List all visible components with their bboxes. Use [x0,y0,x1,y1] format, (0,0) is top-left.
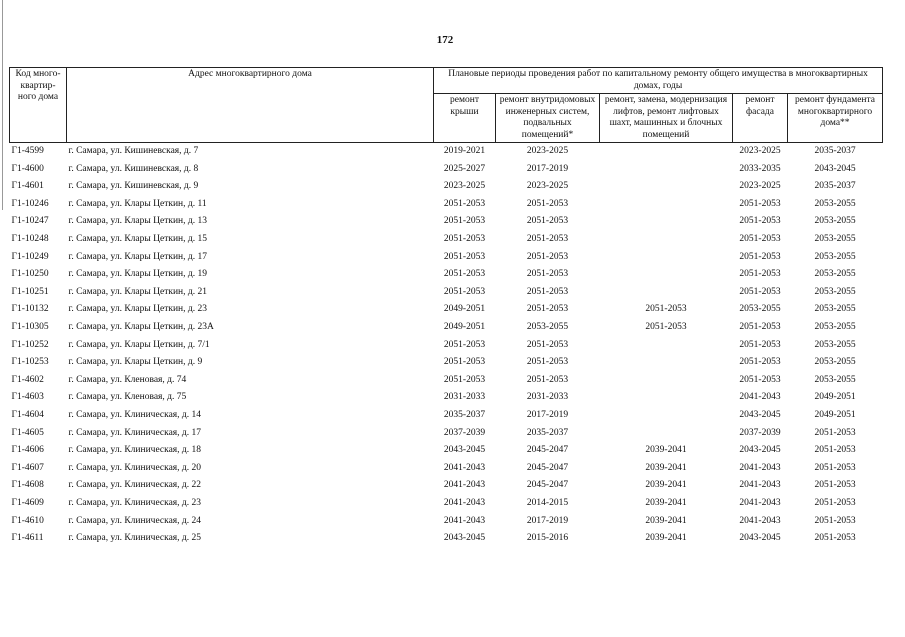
cell-roof-period: 2019-2021 [443,146,486,157]
cell-foundation-period: 2053-2055 [814,321,856,332]
cell-roof-period: 2051-2053 [443,216,486,227]
cell-facade-period: 2043-2045 [739,445,781,456]
cell-foundation-period: 2053-2055 [814,234,856,245]
cell-lifts-period [600,196,733,214]
header-foundation-repair: ремонт фундамента многоквартирного дома** [788,94,883,143]
header-engineering-systems-repair: ремонт внутридомовых инженерных систем, подвальных помещений* [496,94,600,143]
cell-address: г. Самара, ул. Клары Цеткин, д. 23 [68,304,207,315]
table-row [10,301,883,319]
header-roof-repair: ремонт крыши [434,94,496,143]
cell-foundation-period: 2053-2055 [814,339,856,350]
cell-address: г. Самара, ул. Клиническая, д. 25 [68,533,201,544]
scan-edge-line [2,0,3,210]
cell-facade-period: 2023-2025 [739,181,781,192]
cell-roof-period: 2051-2053 [443,234,486,245]
cell-facade-period: 2041-2043 [739,462,781,473]
table-row [10,442,883,460]
cell-roof-period: 2043-2045 [443,533,486,544]
cell-systems-period: 2017-2019 [526,409,569,420]
cell-facade-period: 2043-2045 [739,533,781,544]
cell-address: г. Самара, ул. Клары Цеткин, д. 21 [68,286,207,297]
cell-address: г. Самара, ул. Кленовая, д. 74 [68,374,187,385]
cell-address: г. Самара, ул. Кишиневская, д. 7 [68,146,199,157]
cell-foundation-period: 2051-2053 [814,445,856,456]
cell-systems-period: 2051-2053 [526,251,569,262]
cell-foundation-period: 2051-2053 [814,462,856,473]
cell-house-code: Г1-4601 [11,181,44,192]
cell-roof-period: 2051-2053 [443,286,486,297]
cell-lifts-period [600,389,733,407]
cell-roof-period: 2051-2053 [443,269,486,280]
cell-foundation-period: 2053-2055 [814,286,856,297]
cell-roof-period: 2049-2051 [443,304,486,315]
cell-foundation-period: 2051-2053 [814,515,856,526]
cell-address: г. Самара, ул. Клары Цеткин, д. 9 [68,357,203,368]
cell-address: г. Самара, ул. Клары Цеткин, д. 19 [68,269,207,280]
cell-house-code: Г1-10305 [11,321,49,332]
cell-foundation-period: 2053-2055 [814,374,856,385]
cell-roof-period: 2025-2027 [443,163,486,174]
cell-roof-period: 2049-2051 [443,321,486,332]
cell-lifts-period: 2051-2053 [645,321,687,332]
table-row [10,319,883,337]
cell-address: г. Самара, ул. Клары Цеткин, д. 11 [68,198,207,209]
cell-house-code: Г1-10247 [11,216,49,227]
cell-address: г. Самара, ул. Кишиневская, д. 9 [68,181,199,192]
cell-facade-period: 2053-2055 [739,304,781,315]
cell-facade-period: 2041-2043 [739,515,781,526]
cell-house-code: Г1-4609 [11,497,44,508]
cell-facade-period: 2051-2053 [739,198,781,209]
cell-roof-period: 2041-2043 [443,497,486,508]
cell-lifts-period [600,425,733,443]
cell-lifts-period [600,337,733,355]
table-row [10,512,883,530]
cell-house-code: Г1-4604 [11,409,44,420]
table-row [10,407,883,425]
table-row [10,530,883,548]
cell-lifts-period: 2039-2041 [645,445,687,456]
cell-roof-period: 2037-2039 [443,427,486,438]
cell-address: г. Самара, ул. Клары Цеткин, д. 15 [68,234,207,245]
cell-address: г. Самара, ул. Клары Цеткин, д. 17 [68,251,207,262]
table-row [10,284,883,302]
cell-address: г. Самара, ул. Клары Цеткин, д. 23А [68,321,214,332]
table-row [10,425,883,443]
cell-facade-period: 2051-2053 [739,234,781,245]
cell-address: г. Самара, ул. Кишиневская, д. 8 [68,163,199,174]
cell-systems-period: 2015-2016 [526,533,569,544]
cell-roof-period: 2051-2053 [443,251,486,262]
cell-facade-period: 2041-2043 [739,480,781,491]
cell-address: г. Самара, ул. Клиническая, д. 23 [68,497,201,508]
cell-lifts-period [600,178,733,196]
cell-foundation-period: 2049-2051 [814,392,856,403]
cell-systems-period: 2017-2019 [526,163,569,174]
cell-foundation-period: 2051-2053 [814,480,856,491]
cell-house-code: Г1-10248 [11,234,49,245]
cell-systems-period: 2045-2047 [526,480,569,491]
cell-roof-period: 2023-2025 [443,181,486,192]
cell-facade-period: 2051-2053 [739,321,781,332]
cell-systems-period: 2051-2053 [526,304,569,315]
cell-house-code: Г1-10252 [11,339,49,350]
cell-systems-period: 2014-2015 [526,497,569,508]
cell-systems-period: 2035-2037 [526,427,569,438]
cell-systems-period: 2031-2033 [526,392,569,403]
cell-lifts-period: 2039-2041 [645,533,687,544]
cell-facade-period: 2051-2053 [739,269,781,280]
cell-foundation-period: 2053-2055 [814,304,856,315]
table-row [10,231,883,249]
page-number: 172 [436,34,454,46]
table-row [10,495,883,513]
cell-foundation-period: 2035-2037 [814,181,856,192]
cell-roof-period: 2051-2053 [443,374,486,385]
cell-systems-period: 2045-2047 [526,462,569,473]
cell-house-code: Г1-10253 [11,357,49,368]
cell-house-code: Г1-4608 [11,480,44,491]
cell-facade-period: 2023-2025 [739,146,781,157]
cell-foundation-period: 2043-2045 [814,163,856,174]
header-house-code: Код много-квартир-ного дома [10,68,67,143]
cell-foundation-period: 2053-2055 [814,269,856,280]
cell-facade-period: 2041-2043 [739,392,781,403]
cell-foundation-period: 2051-2053 [814,497,856,508]
cell-house-code: Г1-4605 [11,427,44,438]
cell-foundation-period: 2051-2053 [814,427,856,438]
cell-facade-period: 2051-2053 [739,286,781,297]
cell-systems-period: 2023-2025 [526,146,569,157]
cell-systems-period: 2051-2053 [526,339,569,350]
cell-systems-period: 2023-2025 [526,181,569,192]
cell-systems-period: 2051-2053 [526,374,569,385]
cell-house-code: Г1-4599 [11,146,44,157]
cell-house-code: Г1-4603 [11,392,44,403]
cell-house-code: Г1-10246 [11,198,49,209]
table-row [10,389,883,407]
header-address: Адрес многоквартирного дома [67,68,434,143]
cell-systems-period: 2045-2047 [526,445,569,456]
table-row [10,460,883,478]
cell-house-code: Г1-4606 [11,445,44,456]
cell-facade-period: 2051-2053 [739,251,781,262]
cell-facade-period: 2033-2035 [739,163,781,174]
cell-address: г. Самара, ул. Клиническая, д. 14 [68,409,201,420]
cell-address: г. Самара, ул. Кленовая, д. 75 [68,392,187,403]
table-row [10,372,883,390]
cell-systems-period: 2051-2053 [526,198,569,209]
cell-address: г. Самара, ул. Клиническая, д. 20 [68,462,201,473]
cell-roof-period: 2031-2033 [443,392,486,403]
table-row [10,143,883,161]
cell-address: г. Самара, ул. Клиническая, д. 22 [68,480,201,491]
cell-address: г. Самара, ул. Клары Цеткин, д. 7/1 [68,339,210,350]
cell-house-code: Г1-4607 [11,462,44,473]
cell-foundation-period: 2053-2055 [814,357,856,368]
cell-roof-period: 2041-2043 [443,462,486,473]
cell-systems-period: 2051-2053 [526,286,569,297]
cell-house-code: Г1-10249 [11,251,49,262]
cell-foundation-period: 2053-2055 [814,216,856,227]
cell-lifts-period: 2039-2041 [645,497,687,508]
cell-house-code: Г1-4600 [11,163,44,174]
table-row [10,213,883,231]
cell-lifts-period: 2039-2041 [645,480,687,491]
cell-address: г. Самара, ул. Клиническая, д. 24 [68,515,201,526]
cell-address: г. Самара, ул. Клары Цеткин, д. 13 [68,216,207,227]
cell-lifts-period [600,161,733,179]
cell-roof-period: 2041-2043 [443,480,486,491]
cell-facade-period: 2043-2045 [739,409,781,420]
cell-roof-period: 2051-2053 [443,339,486,350]
cell-roof-period: 2051-2053 [443,198,486,209]
table-row [10,354,883,372]
header-lift-repair: ремонт, замена, модернизация лифтов, ремонт лифтовых шахт, машинных и блочных помещений [600,94,733,143]
table-row [10,337,883,355]
table-row [10,196,883,214]
cell-systems-period: 2051-2053 [526,216,569,227]
cell-lifts-period [600,372,733,390]
repair-schedule-table [9,67,883,548]
cell-foundation-period: 2035-2037 [814,146,856,157]
cell-systems-period: 2051-2053 [526,234,569,245]
cell-address: г. Самара, ул. Клиническая, д. 18 [68,445,201,456]
cell-house-code: Г1-10251 [11,286,49,297]
cell-systems-period: 2053-2055 [526,321,569,332]
table-row [10,161,883,179]
cell-foundation-period: 2051-2053 [814,533,856,544]
cell-lifts-period: 2039-2041 [645,515,687,526]
cell-systems-period: 2017-2019 [526,515,569,526]
cell-lifts-period [600,266,733,284]
cell-facade-period: 2051-2053 [739,216,781,227]
cell-facade-period: 2037-2039 [739,427,781,438]
cell-facade-period: 2041-2043 [739,497,781,508]
cell-foundation-period: 2053-2055 [814,251,856,262]
cell-lifts-period [600,407,733,425]
cell-address: г. Самара, ул. Клиническая, д. 17 [68,427,201,438]
table-row [10,266,883,284]
cell-facade-period: 2051-2053 [739,357,781,368]
cell-systems-period: 2051-2053 [526,269,569,280]
cell-facade-period: 2051-2053 [739,339,781,350]
cell-foundation-period: 2049-2051 [814,409,856,420]
table-row [10,178,883,196]
cell-facade-period: 2051-2053 [739,374,781,385]
cell-house-code: Г1-4602 [11,374,44,385]
cell-lifts-period: 2051-2053 [645,304,687,315]
cell-lifts-period [600,249,733,267]
cell-lifts-period: 2039-2041 [645,462,687,473]
table-body [10,143,883,548]
cell-lifts-period [600,354,733,372]
cell-roof-period: 2035-2037 [443,409,486,420]
cell-house-code: Г1-4611 [11,533,44,544]
cell-systems-period: 2051-2053 [526,357,569,368]
cell-lifts-period [600,143,733,161]
cell-lifts-period [600,213,733,231]
cell-house-code: Г1-10132 [11,304,49,315]
cell-roof-period: 2051-2053 [443,357,486,368]
cell-lifts-period [600,231,733,249]
table-row [10,249,883,267]
header-planned-periods: Плановые периоды проведения работ по капитальному ремонту общего имущества в многоквартирных домах, годы [434,68,883,94]
cell-foundation-period: 2053-2055 [814,198,856,209]
cell-roof-period: 2041-2043 [443,515,486,526]
cell-roof-period: 2043-2045 [443,445,486,456]
cell-house-code: Г1-10250 [11,269,49,280]
table-row [10,477,883,495]
cell-house-code: Г1-4610 [11,515,44,526]
cell-lifts-period [600,284,733,302]
header-facade-repair: ремонт фасада [733,94,788,143]
